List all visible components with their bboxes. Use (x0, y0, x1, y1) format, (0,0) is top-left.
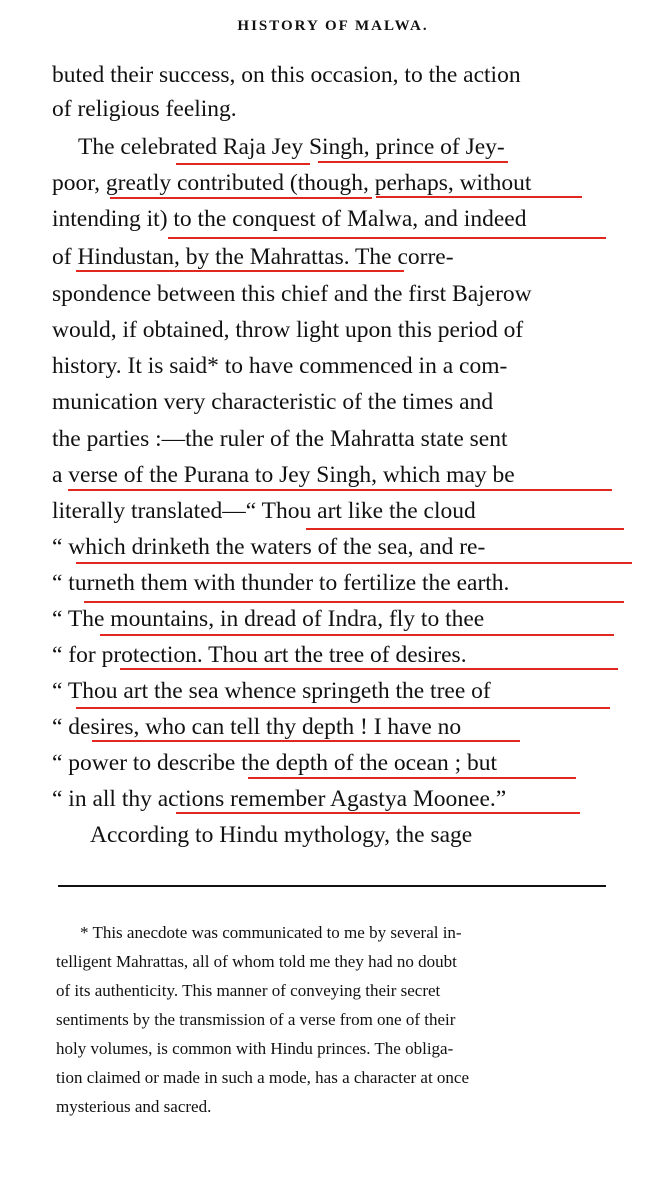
underline (120, 668, 618, 670)
text-line: “ turneth them with thunder to fertilize the earth. (52, 570, 510, 596)
underline (306, 528, 624, 530)
underline (168, 237, 606, 239)
text-line: The celebrated Raja Jey Singh, prince of Jey- (78, 134, 505, 160)
text-line: of religious feeling. (52, 96, 237, 122)
text-line: intending it) to the conquest of Malwa, and indeed (52, 206, 527, 232)
text-line: “ desires, who can tell thy depth ! I have no (52, 714, 462, 740)
text-line: a verse of the Purana to Jey Singh, which may be (52, 462, 515, 488)
footnote-divider (58, 885, 606, 887)
footnote-line: mysterious and sacred. (56, 1097, 212, 1116)
underline (318, 161, 508, 163)
underline (68, 489, 612, 491)
text-line: poor, greatly contributed (though, perhaps, without (52, 170, 532, 196)
text-line: the parties :—the ruler of the Mahratta state sent (52, 426, 508, 452)
underline (110, 197, 372, 199)
footnote-line: sentiments by the transmission of a verse from one of their (56, 1010, 456, 1029)
underline (84, 601, 624, 603)
underline (248, 777, 576, 779)
text-line: history. It is said* to have commenced in a com- (52, 353, 508, 379)
text-line: buted their success, on this occasion, to the action (52, 62, 521, 88)
underline (176, 812, 580, 814)
footnote-line: tion claimed or made in such a mode, has a character at once (56, 1068, 470, 1087)
underline (76, 270, 404, 272)
underline (76, 707, 610, 709)
footnote-line: telligent Mahrattas, all of whom told me they had no doubt (56, 952, 457, 971)
text-line: literally translated—“ Thou art like the cloud (52, 498, 476, 524)
text-line: spondence between this chief and the first Bajerow (52, 281, 532, 307)
text-line: of Hindustan, by the Mahrattas. The corre- (52, 244, 454, 270)
underline (76, 562, 632, 564)
running-header: HISTORY OF MALWA. (237, 18, 429, 34)
text-line: munication very characteristic of the times and (52, 389, 494, 415)
text-line: “ The mountains, in dread of Indra, fly to thee (52, 606, 485, 632)
text-line: According to Hindu mythology, the sage (90, 822, 473, 848)
underline (176, 163, 310, 165)
text-line: “ in all thy actions remember Agastya Moonee.” (52, 786, 507, 812)
footnote-line: * This anecdote was communicated to me by several in- (80, 923, 462, 942)
text-line: “ which drinketh the waters of the sea, and re- (52, 534, 486, 560)
text-line: would, if obtained, throw light upon this period of (52, 317, 524, 343)
underline (100, 634, 614, 636)
footnote-line: of its authenticity. This manner of conveying their secret (56, 981, 441, 1000)
text-line: “ for protection. Thou art the tree of desires. (52, 642, 467, 668)
underline (376, 196, 582, 198)
text-line: “ Thou art the sea whence springeth the tree of (52, 678, 491, 704)
footnote-line: holy volumes, is common with Hindu princes. The obliga- (56, 1039, 454, 1058)
underline (92, 740, 520, 742)
text-line: “ power to describe the depth of the ocean ; but (52, 750, 498, 776)
